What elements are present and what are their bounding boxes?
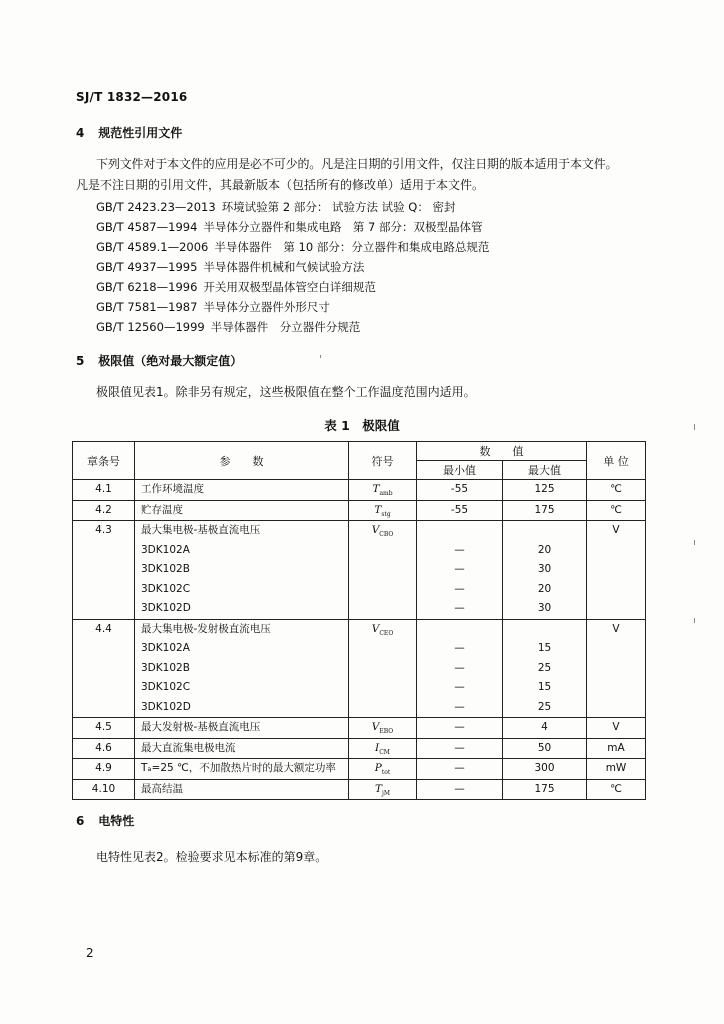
reference-title: 半导体器件机械和气候试验方法 [203, 260, 365, 274]
section-6-heading [76, 812, 134, 829]
sub-min: — [454, 661, 465, 674]
reference-item [96, 299, 330, 315]
row-clause: 4.4 [95, 622, 112, 635]
header-min: 最小值 [417, 461, 503, 480]
section-6-text: 电特性见表2。检验要求见本标准的第9章。 [96, 850, 328, 864]
scan-speck [694, 540, 695, 545]
table-1-label: 表 1 [324, 418, 350, 433]
row-unit: V [612, 622, 620, 635]
reference-item [96, 279, 376, 295]
row-max: 125 [534, 483, 555, 495]
sub-min: — [454, 642, 465, 654]
row-unit: mW [605, 762, 627, 774]
header-param: 参 数 [135, 442, 349, 480]
row-max: 4 [541, 721, 548, 733]
row-max [503, 620, 586, 640]
sub-min: — [454, 563, 465, 575]
sub-param: 3DK102C [141, 681, 191, 693]
sub-param: 3DK102B [141, 661, 190, 674]
reference-code: GB/T 12560—1999 [96, 320, 205, 334]
document-code: SJ/T 1832—2016 [76, 90, 188, 104]
table-1-title [0, 416, 724, 434]
row-unit: ℃ [610, 782, 622, 795]
row-clause: 4.1 [95, 483, 112, 495]
row-param: 工作环境温度 [141, 483, 204, 495]
sub-param: 3DK102D [141, 602, 191, 614]
header-clause: 章条号 [73, 442, 135, 480]
row-min: — [454, 721, 465, 733]
sub-param: 3DK102A [141, 642, 190, 654]
reference-title: 半导体分立器件外形尺寸 [203, 300, 330, 314]
scan-speck [694, 424, 695, 430]
row-param: 最大发射极-基极直流电压 [141, 721, 261, 733]
row-param: 最高结温 [141, 782, 183, 795]
sub-min: — [454, 543, 465, 556]
sub-param: 3DK102B [141, 563, 190, 575]
reference-code: GB/T 2423.23—2013 [96, 200, 216, 214]
sub-min: — [454, 700, 465, 713]
row-min [417, 620, 502, 640]
sub-min: — [454, 681, 465, 693]
section-4-intro-line-2: 凡是不注日期的引用文件，其最新版本（包括所有的修改单）适用于本文件。 [76, 178, 485, 192]
row-max: 175 [534, 782, 555, 795]
header-max: 最大值 [503, 461, 587, 480]
row-param: 最大集电极-基极直流电压 [141, 524, 261, 536]
limits-table [72, 441, 646, 800]
sub-max: 25 [537, 661, 552, 674]
row-unit: ℃ [610, 503, 622, 516]
row-clause: 4.9 [95, 762, 112, 774]
table-row [73, 738, 646, 759]
reference-item [96, 219, 483, 235]
sub-param: 3DK102A [141, 543, 190, 556]
row-clause: 4.2 [95, 503, 112, 516]
table-row [73, 619, 646, 718]
row-unit: mA [607, 741, 625, 754]
reference-code: GB/T 4589.1—2006 [96, 240, 209, 254]
header-symbol: 符号 [349, 442, 417, 480]
reference-code: GB/T 4937—1995 [96, 260, 198, 274]
header-unit: 单 位 [587, 442, 646, 480]
row-clause: 4.10 [91, 782, 116, 795]
row-symbol: $V_{CBO}$ [371, 524, 394, 539]
row-unit: V [612, 524, 620, 536]
row-symbol: $T_{stg}$ [374, 503, 391, 518]
table-row [73, 521, 646, 620]
sub-max: 15 [537, 681, 552, 693]
section-4-heading [76, 124, 182, 141]
reference-code: GB/T 7581—1987 [96, 300, 198, 314]
reference-title: 环境试验第 2 部分： 试验方法 试验 Q： 密封 [221, 200, 456, 214]
row-symbol: $T_{jM}$ [374, 782, 391, 797]
row-param: 最大直流集电极电流 [141, 741, 236, 754]
row-param: Tₐ=25 ℃，不加散热片时的最大额定功率 [141, 762, 336, 774]
section-4-title: 规范性引用文件 [98, 126, 183, 140]
row-max: 50 [537, 741, 552, 754]
row-min [417, 521, 502, 541]
row-symbol: $P_{tot}$ [374, 762, 391, 777]
row-min: — [454, 741, 465, 754]
row-symbol: $V_{CEO}$ [371, 622, 394, 637]
reference-title: 开关用双极型晶体管空白详细规范 [203, 280, 376, 294]
row-min: — [454, 782, 465, 795]
section-5-text: 极限值见表1。除非另有规定，这些极限值在整个工作温度范围内适用。 [96, 385, 476, 399]
reference-item [96, 319, 360, 335]
table-1-caption: 极限值 [362, 418, 400, 433]
reference-item [96, 239, 489, 255]
reference-code: GB/T 6218—1996 [96, 280, 198, 294]
sub-max: 30 [537, 602, 552, 614]
sub-max: 20 [537, 582, 552, 595]
row-max: 175 [534, 503, 555, 516]
table-row [73, 480, 646, 501]
sub-min: — [454, 602, 465, 614]
reference-title: 半导体器件 第 10 部分：分立器件和集成电路总规范 [214, 240, 490, 254]
row-max [503, 521, 586, 541]
scan-speck [320, 355, 321, 358]
table-row [73, 718, 646, 739]
sub-max: 30 [537, 563, 552, 575]
row-min: -55 [450, 503, 469, 516]
page-number: 2 [86, 946, 94, 960]
section-4-intro-line-1: 下列文件对于本文件的应用是必不可少的。凡是注日期的引用文件，仅注日期的版本适用于本文件。 [96, 157, 618, 171]
row-unit: V [612, 721, 620, 733]
reference-item [96, 199, 456, 215]
row-min: -55 [450, 483, 469, 495]
reference-item [96, 259, 364, 275]
row-clause: 4.6 [95, 741, 112, 754]
row-max: 300 [534, 762, 555, 774]
row-param: 最大集电极-发射极直流电压 [141, 622, 271, 635]
row-symbol: $V_{EBO}$ [371, 721, 394, 736]
scan-speck [694, 618, 695, 623]
sub-param: 3DK102C [141, 582, 191, 595]
section-4-number: 4 [76, 126, 85, 140]
sub-param: 3DK102D [141, 700, 191, 713]
reference-title: 半导体分立器件和集成电路 第 7 部分：双极型晶体管 [203, 220, 483, 234]
section-6-title: 电特性 [98, 814, 135, 828]
row-symbol: $T_{amb}$ [372, 483, 393, 498]
header-value: 数 值 [417, 442, 587, 461]
sub-min: — [454, 582, 465, 595]
reference-title: 半导体器件 分立器件分规范 [210, 320, 361, 334]
sub-max: 20 [537, 543, 552, 556]
section-5-title: 极限值（绝对最大额定值） [98, 354, 243, 368]
sub-max: 15 [537, 642, 552, 654]
section-5-heading [76, 352, 242, 369]
table-row [73, 779, 646, 800]
row-min: — [454, 762, 465, 774]
row-clause: 4.3 [95, 524, 112, 536]
table-row [73, 500, 646, 521]
row-symbol: $I_{CM}$ [375, 741, 390, 756]
row-unit: ℃ [610, 483, 622, 495]
sub-max: 25 [537, 700, 552, 713]
section-5-number: 5 [76, 354, 85, 368]
section-6-number: 6 [76, 814, 85, 828]
table-row [73, 759, 646, 780]
row-param: 贮存温度 [141, 503, 183, 516]
table-header-row [73, 442, 646, 461]
reference-code: GB/T 4587—1994 [96, 220, 198, 234]
row-clause: 4.5 [95, 721, 112, 733]
